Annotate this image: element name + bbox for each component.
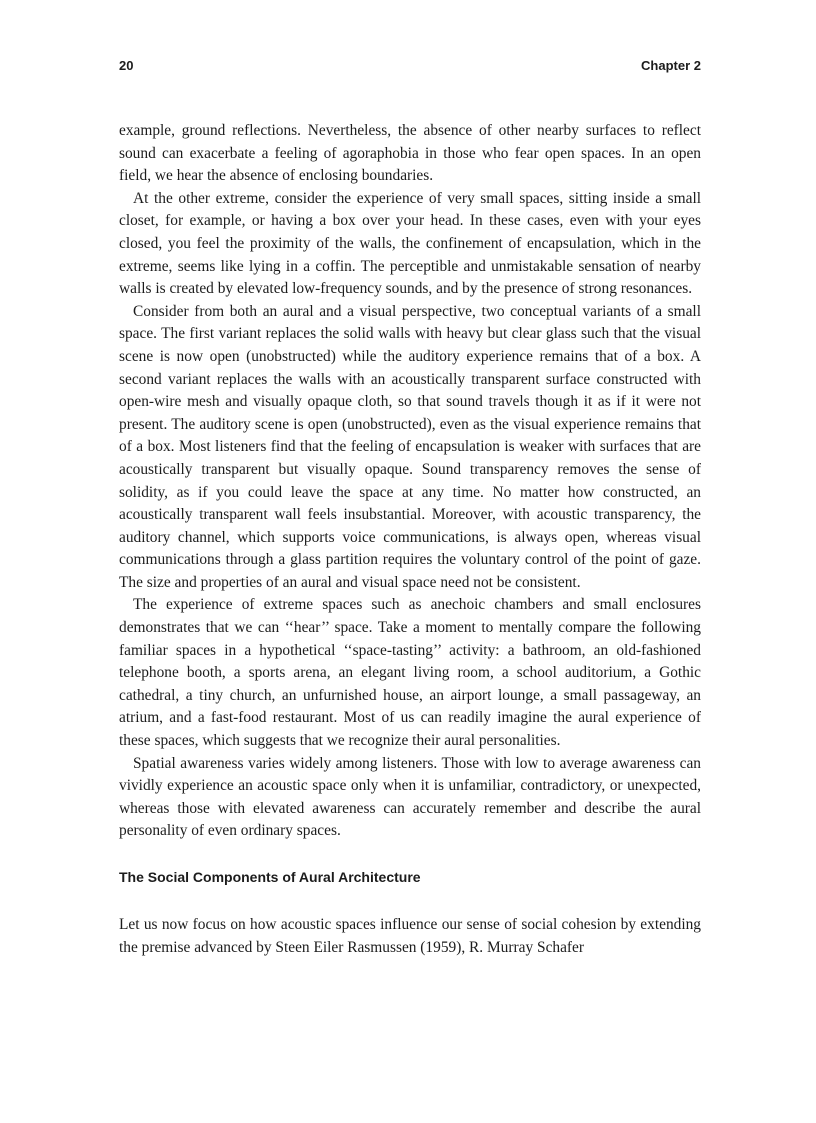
section-paragraph: Let us now focus on how acoustic spaces influence our sense of social cohesion by extending the premise advanced by Steen Eiler Rasmussen (1959), R. Murray Schafer — [119, 916, 701, 956]
paragraph: Consider from both an aural and a visual perspective, two conceptual variants of a small space. The first variant replaces the solid walls with heavy but clear glass such that the visual scene is now open (unobstructed) while the auditory experience remains that of a box. A second variant replaces the walls with an acoustically transparent surface constructed with open-wire mesh and visually opaque cloth, so that sound travels though it as if it were not present. The auditory scene is open (unobstructed), even as the visual experience remains that of a box. Most listeners find that the feeling of encapsulation is weaker with surfaces that are acoustically transparent but visually opaque. Sound transparency removes the sense of solidity, as if you could leave the space at any time. No matter how constructed, an acoustically transparent wall feels insubstantial. Moreover, with acoustic transparency, the auditory channel, which supports voice communications, is always open, whereas visual communications through a glass partition requires the voluntary control of the point of gaze. The size and properties of an aural and visual space need not be consistent. — [119, 302, 701, 591]
paragraph: The experience of extreme spaces such as anechoic chambers and small enclosures demonstrates that we can ‘‘hear’’ space. Take a moment to mentally compare the following familiar spaces in a hypothetical ‘‘space-tasting’’ activity: a bathroom, an old-fashioned telephone booth, a sports arena, an elegant living room, a school auditorium, a Gothic cathedral, a tiny church, an unfurnished house, an airport lounge, a small passageway, an atrium, and a fast-food restaurant. Most of us can readily imagine the aural experience of these spaces, which suggests that we recognize their aural personalities. — [119, 596, 701, 750]
paragraph: At the other extreme, consider the experience of very small spaces, sitting inside a small closet, for example, or having a box over your head. In these cases, even with your eyes closed, you feel the proximity of the walls, the confinement of encapsulation, which in the extreme, seems like lying in a coffin. The perceptible and unmistakable sensation of nearby walls is created by elevated low-frequency sounds, and by the presence of strong resonances. — [119, 189, 701, 298]
section-heading: The Social Components of Aural Architecture — [119, 869, 421, 885]
running-head: Chapter 2 — [641, 58, 701, 73]
main-text — [119, 120, 701, 959]
paragraph-continued: example, ground reflections. Nevertheless, the absence of other nearby surfaces to reflect sound can exacerbate a feeling of agoraphobia in those who fear open spaces. In an open field, we hear the absence of enclosing boundaries. — [119, 122, 701, 185]
paragraph: Spatial awareness varies widely among listeners. Those with low to average awareness can vividly experience an acoustic space only when it is unfamiliar, contradictory, or unexpected, whereas those with elevated awareness can accurately remember and describe the aural personality of even ordinary spaces. — [119, 754, 701, 840]
page-number: 20 — [119, 58, 134, 73]
page-header — [119, 58, 701, 76]
